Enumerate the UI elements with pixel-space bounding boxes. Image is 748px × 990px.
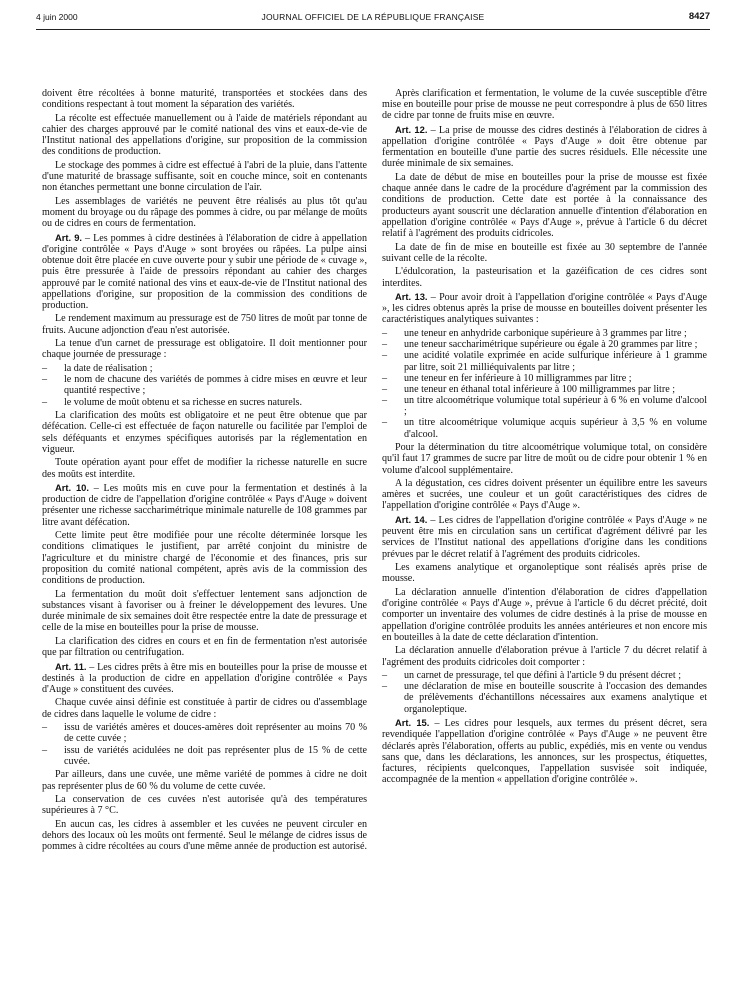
paragraph: Les assemblages de variétés ne peuvent être réalisés au plus tôt qu'au moment du broyage ou du râpage des pommes à cidre, ou par mélange de moûts ou de cidres en cours de fermentation.	[42, 195, 367, 230]
journal-title: JOURNAL OFFICIEL DE LA RÉPUBLIQUE FRANÇAISE	[261, 12, 485, 22]
paragraph: La tenue d'un carnet de pressurage est obligatoire. Il doit mentionner pour chaque journée de pressurage :	[42, 338, 367, 361]
article-14	[382, 514, 707, 560]
page-number: 8427	[688, 11, 710, 22]
paragraph: La déclaration annuelle d'intention d'élaboration de cidres d'appellation d'origine contrôlée « Pays d'Auge », prévue à l'article 6 du décret précité, doit comporter un inventaire des volumes de cidre destinés à la prise de mousse en appellation d'origine contrôlée produits les années antérieures et non encore mis en bouteilles à la date de cette déclaration d'intention.	[382, 587, 707, 643]
article-text: – Pour avoir droit à l'appellation d'origine contrôlée « Pays d'Auge », les cidres obtenus après la prise de mousse en bouteilles doivent présenter les caractéristiques analytiques suivantes :	[382, 292, 707, 326]
right-column	[382, 88, 707, 788]
paragraph: La déclaration annuelle d'élaboration prévue à l'article 7 du décret relatif à l'agrément des produits cidricoles doit comporter :	[382, 645, 707, 668]
header-rule	[36, 29, 710, 30]
article-text: – La prise de mousse des cidres destinés à l'élaboration de cidres à appellation d'origine contrôlée « Pays d'Auge » doit être obtenue par fermentation en bouteille d'une partie des sucres résiduels. Elle nécessite une durée minimale de six semaines.	[382, 124, 707, 170]
list	[42, 363, 367, 408]
paragraph: Toute opération ayant pour effet de modifier la richesse naturelle en sucre des moûts est interdite.	[42, 457, 367, 480]
article-label: Art. 13.	[395, 291, 428, 303]
list-item: – un titre alcoométrique volumique acquis supérieur à 3,5 % en volume d'alcool.	[382, 417, 707, 439]
paragraph: La récolte est effectuée manuellement ou à l'aide de matériels répondant au cahier des charges approuvé par le comité national des vins et eaux-de-vie de l'Institut national des appellations d'origine, sur proposition de la commission des conditions de production.	[42, 112, 367, 158]
list-item: – une teneur en éthanal total inférieure à 100 milligrammes par litre ;	[382, 384, 707, 395]
list-item: – une teneur en fer inférieure à 10 milligrammes par litre ;	[382, 373, 707, 384]
article-label: Art. 14.	[395, 514, 428, 526]
article-text: – Les pommes à cidre destinées à l'élaboration de cidre à appellation d'origine contrôlée « Pays d'Auge » sont broyées ou râpées. La pulpe ainsi obtenue doit être placée en cuve ouverte pour y subir une période de « cuvage », puis être pressurée à l'aide de pressoirs répondant au cahier des charges approuvé par le comité national des vins et eaux-de-vie de l'Institut national des appellations d'origine, sur proposition de la commission des conditions de production.	[42, 232, 367, 311]
article-12	[382, 124, 707, 170]
paragraph: L'édulcoration, la pasteurisation et la gazéification de ces cidres sont interdites.	[382, 266, 707, 289]
paragraph: La clarification des cidres en cours et en fin de fermentation n'est autorisée que par filtration ou centrifugation.	[42, 635, 367, 658]
list-item: – une teneur saccharimétrique supérieure ou égale à 20 grammes par litre ;	[382, 339, 707, 350]
paragraph: La fermentation du moût doit s'effectuer lentement sans adjonction de substances visant à favoriser ou à freiner le développement des levures. Une durée minimale de six semaines doit être respectée entre la date de pressurage et celle de la mise en bouteilles pour la prise de mousse.	[42, 588, 367, 634]
list-item: – le volume de moût obtenu et sa richesse en sucres naturels.	[42, 397, 367, 408]
paragraph: Chaque cuvée ainsi définie est constituée à partir de cidres ou d'assemblage de cidres dans laquelle le volume de cidre :	[42, 697, 367, 720]
list-item: – issu de variétés amères et douces-amères doit représenter au moins 70 % de cette cuvée ;	[42, 722, 367, 744]
paragraph: La conservation de ces cuvées n'est autorisée qu'à des températures supérieures à 7 °C.	[42, 794, 367, 817]
list	[382, 670, 707, 715]
paragraph: Par ailleurs, dans une cuvée, une même variété de pommes à cidre ne doit pas représenter plus de 60 % du volume de cette cuvée.	[42, 769, 367, 792]
list	[42, 722, 367, 767]
paragraph: Les examens analytique et organoleptique sont réalisés après prise de mousse.	[382, 562, 707, 585]
list-item: – une teneur en anhydride carbonique supérieure à 3 grammes par litre ;	[382, 328, 707, 339]
article-9	[42, 232, 367, 311]
left-column	[42, 88, 367, 855]
list-item: – la date de réalisation ;	[42, 363, 367, 374]
article-label: Art. 10.	[55, 482, 89, 494]
article-label: Art. 9.	[55, 231, 83, 243]
list-item: – une déclaration de mise en bouteille souscrite à l'occasion des demandes de prélèvements d'échantillons nécessaires aux examens analytique et organoleptique.	[382, 681, 707, 714]
article-10	[42, 482, 367, 528]
paragraph: Le rendement maximum au pressurage est de 750 litres de moût par tonne de fruits. Aucune adjonction d'eau n'est autorisée.	[42, 313, 367, 336]
article-text: – Les moûts mis en cuve pour la fermentation et destinés à la production de cidre de l'appellation d'origine contrôlée « Pays d'Auge » doivent présenter une richesse saccharimétrique minimale naturelle de 108 grammes par litre avant défécation.	[42, 483, 367, 528]
paragraph: Pour la détermination du titre alcoométrique volumique total, on considère qu'il faut 17 grammes de sucre par litre de moût ou de cidre pour obtenir 1 % en volume d'alcool supplémentaire.	[382, 442, 707, 476]
page-header	[36, 10, 710, 24]
paragraph: Le stockage des pommes à cidre est effectué à l'abri de la pluie, dans l'attente d'une maturité de brassage suffisante, soit en couche mince, soit en contenants non étanches permettant une bonne circulation de l'air.	[42, 159, 367, 194]
paragraph: Cette limite peut être modifiée pour une récolte déterminée lorsque les conditions climatiques le justifient, par arrêté conjoint du ministre de l'agriculture et du ministre chargé de l'économie et des finances, pris sur proposition du comité national compétent, après avis de la commission des conditions de production.	[42, 530, 367, 586]
paragraph: En aucun cas, les cidres à assembler et les cuvées ne peuvent circuler en dehors des locaux où les moûts ont fermenté. Seul le mélange de cidres issus de pommes à cidre récoltées au cours d'une même année de production est autorisé.	[42, 819, 367, 853]
list-item: – issu de variétés acidulées ne doit pas représenter plus de 15 % de cette cuvée.	[42, 745, 367, 767]
list-item: – une acidité volatile exprimée en acide sulfurique inférieure à 1 gramme par litre, soit 21 milliéquivalents par litre ;	[382, 350, 707, 372]
paragraph: doivent être récoltées à bonne maturité, transportées et stockées dans des conditions respectant à tout moment la séparation des variétés.	[42, 88, 367, 111]
paragraph: A la dégustation, ces cidres doivent présenter un équilibre entre les saveurs amères et sucrées, une couleur et un goût caractéristiques des cidres de l'appellation d'origine contrôlée « Pays d'Auge ».	[382, 478, 707, 512]
article-text: – Les cidres pour lesquels, aux termes du présent décret, sera revendiquée l'appellation d'origine contrôlée « Pays d'Auge » ne peuvent être déclarés après l'élaboration, offerts au public, expédiés, mis en vente ou vendus sans que, dans les déclarations, les annonces, sur les prospectus, étiquettes, factures, récipients quelconques, l'appellation susvisée soit indiquée, accompagnée de la mention « appellation d'origine contrôlée ».	[382, 718, 707, 786]
article-label: Art. 15.	[395, 717, 430, 729]
paragraph: La clarification des moûts est obligatoire et ne peut être obtenue que par défécation. Celle-ci est effectuée de façon naturelle ou facilitée par l'emploi de sels déféquants et enzymes spécifiques autorisés par la réglementation en vigueur.	[42, 410, 367, 455]
article-15	[382, 717, 707, 785]
article-label: Art. 12.	[395, 123, 428, 135]
list-item: – un titre alcoométrique volumique total supérieur à 6 % en volume d'alcool ;	[382, 395, 707, 417]
article-text: – Les cidres de l'appellation d'origine contrôlée « Pays d'Auge » ne peuvent être mis en circulation sans un certificat d'agrément délivré par les services de l'Institut national des appellations d'origine dans les conditions prévues par le décret relatif à l'agrément des produits cidricoles.	[382, 515, 707, 560]
article-13	[382, 291, 707, 325]
list-item: – le nom de chacune des variétés de pommes à cidre mises en œuvre et leur quantité respective ;	[42, 374, 367, 396]
header-date: 4 juin 2000	[36, 12, 78, 22]
list	[382, 328, 707, 440]
article-text: – Les cidres prêts à être mis en bouteilles pour la prise de mousse et destinés à la production de cidre en appellation d'origine contrôlée « Pays d'Auge » constituent des cuvées.	[42, 661, 367, 695]
paragraph: Après clarification et fermentation, le volume de la cuvée susceptible d'être mise en bouteille pour prise de mousse ne peut correspondre à plus de 650 litres de cidre par tonne de fruits mise en œuvre.	[382, 88, 707, 122]
list-item: – un carnet de pressurage, tel que défini à l'article 9 du présent décret ;	[382, 670, 707, 681]
article-11	[42, 661, 367, 695]
paragraph: La date de fin de mise en bouteille est fixée au 30 septembre de l'année suivant celle de la récolte.	[382, 241, 707, 264]
paragraph: La date de début de mise en bouteilles pour la prise de mousse est fixée chaque année dans le cadre de la procédure d'agrément par la commission des conditions de production. Cette date est portée à la connaissance des producteurs ayant souscrit une déclaration annuelle d'intention d'élaboration en appellation d'origine contrôlée « Pays d'Auge », prévue à l'article 6 du décret relatif à l'agrément des produits cidricoles.	[382, 172, 707, 239]
article-label: Art. 11.	[55, 660, 87, 672]
